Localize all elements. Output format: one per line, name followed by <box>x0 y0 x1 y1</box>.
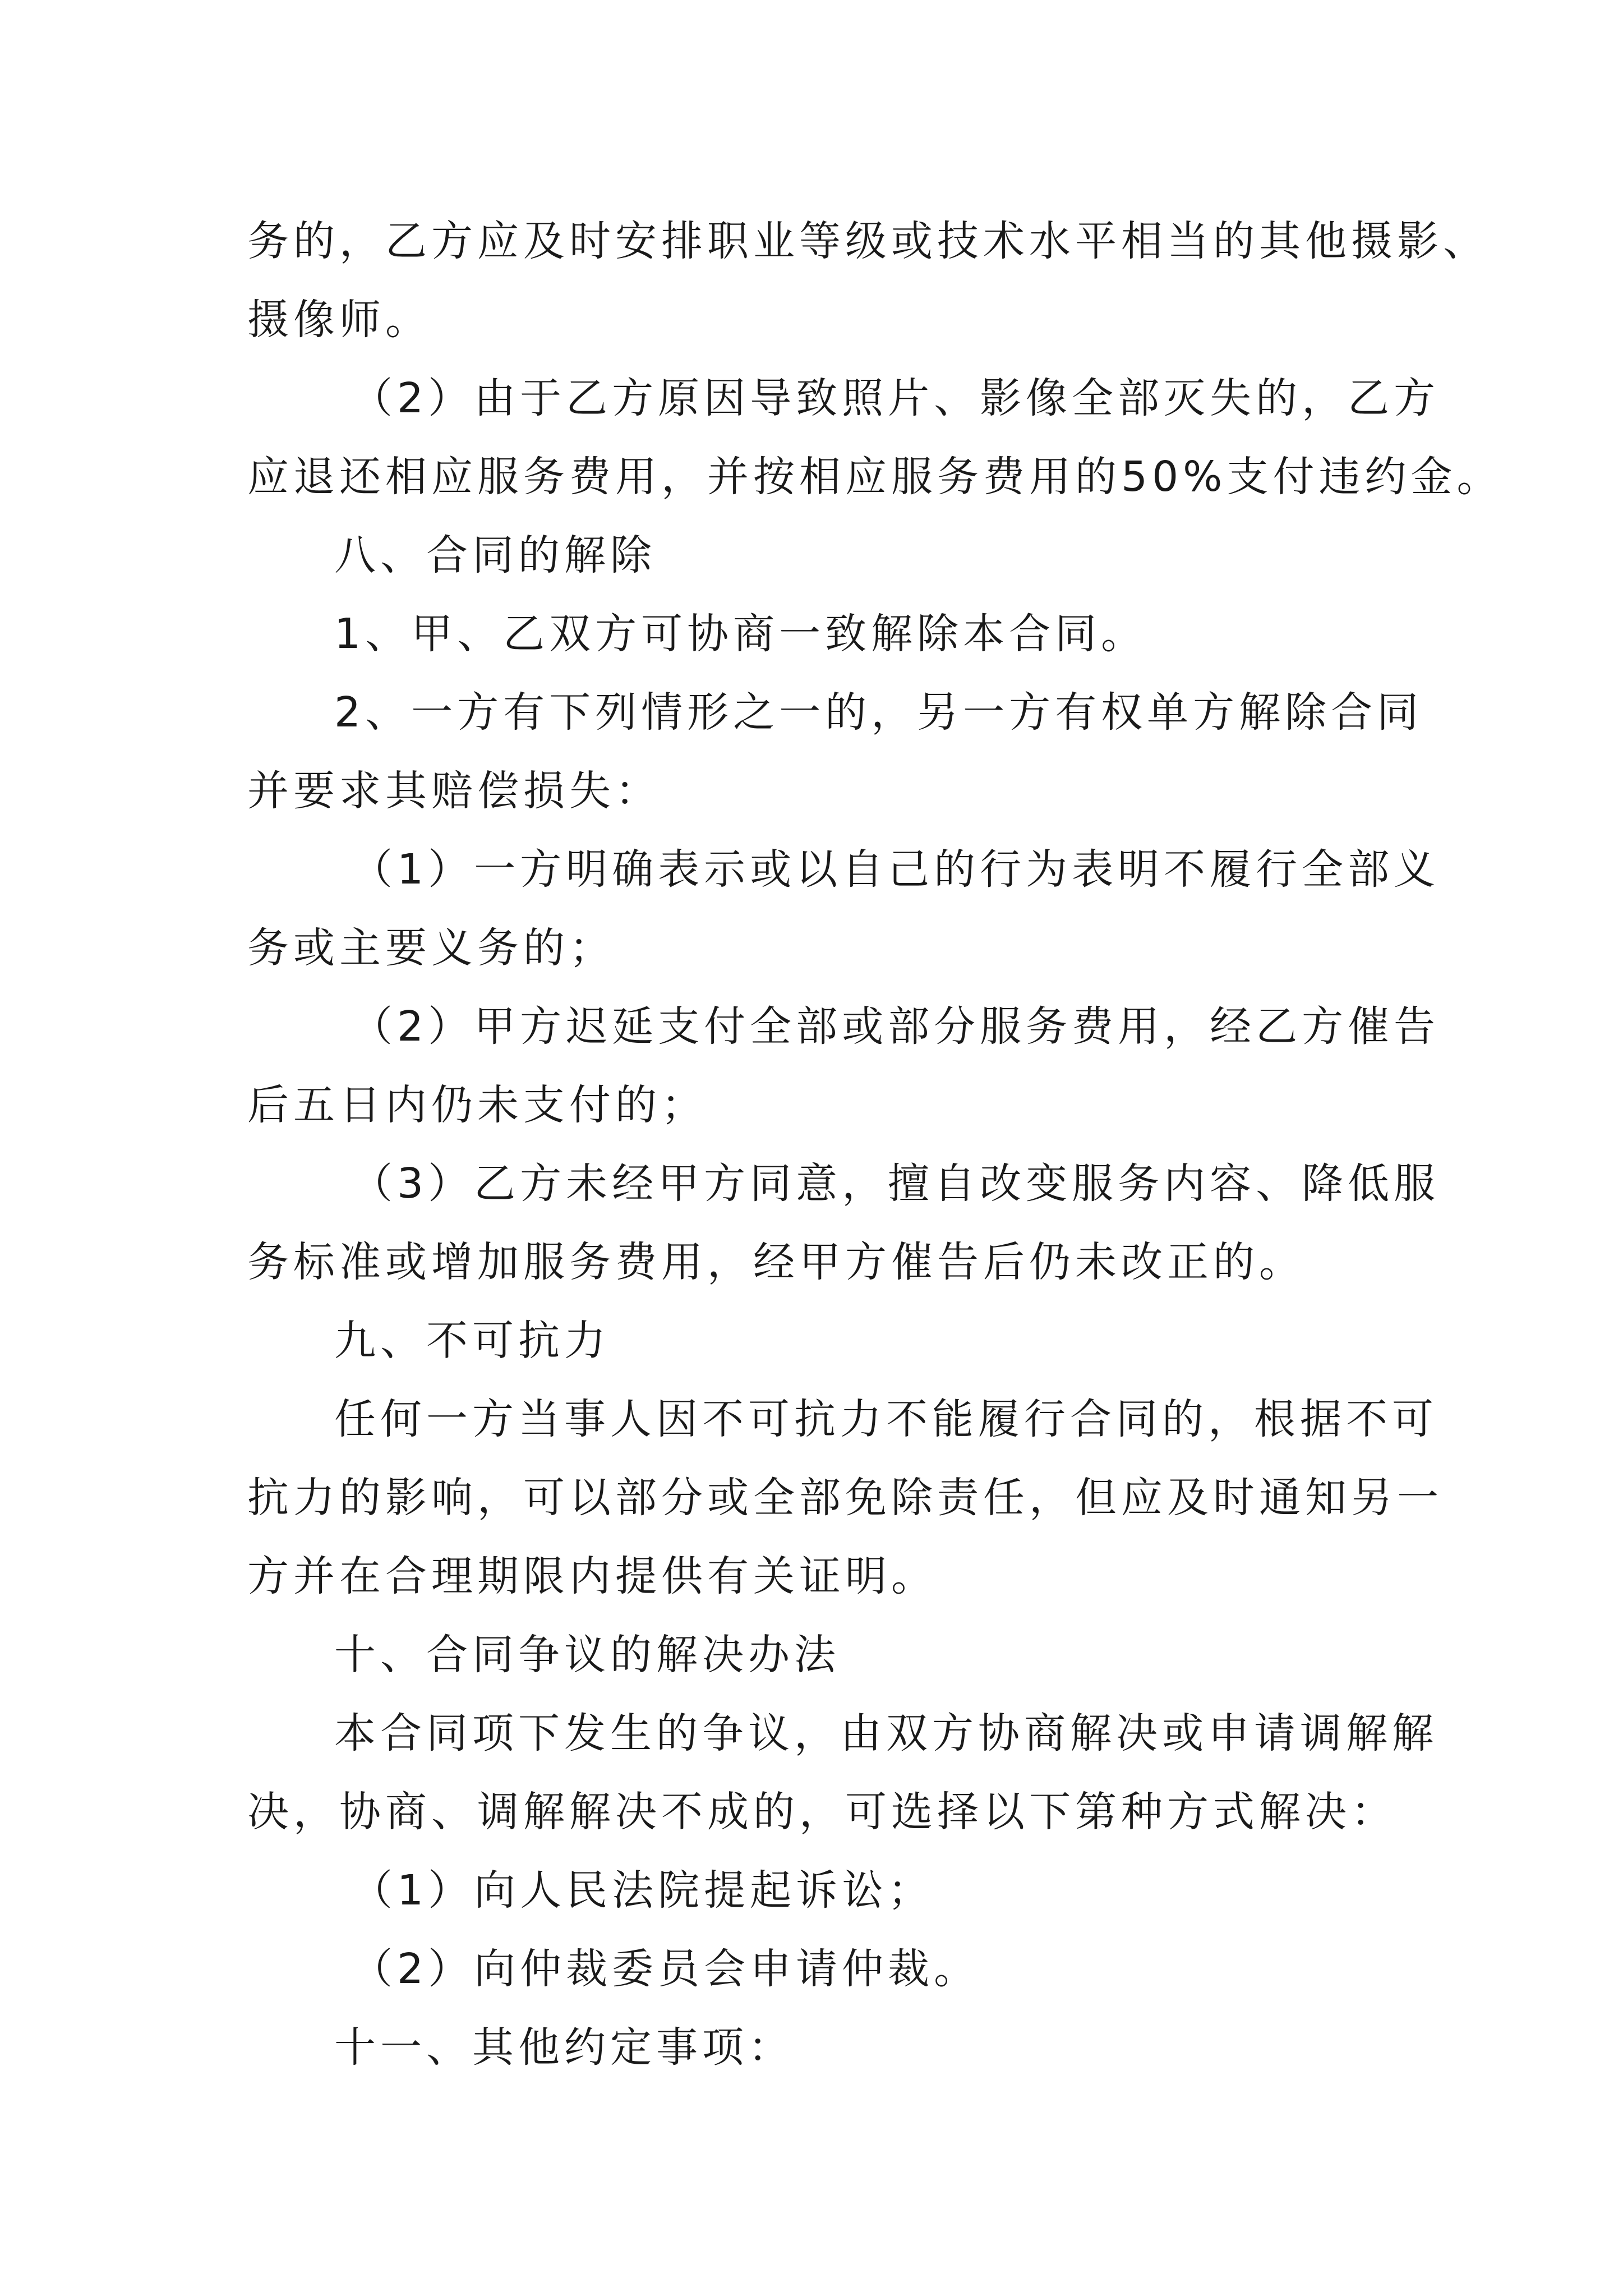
body-line: 本合同项下发生的争议，由双方协商解决或申请调解解 <box>334 1709 1438 1757</box>
body-line: 务的，乙方应及时安排职业等级或技术水平相当的其他摄影、 <box>247 217 1489 265</box>
body-line: 后五日内仍未支付的； <box>247 1081 707 1129</box>
body-line: 方并在合理期限内提供有关证明。 <box>247 1552 937 1600</box>
body-line: （2）由于乙方原因导致照片、影像全部灭失的，乙方 <box>351 374 1440 422</box>
body-line: 任何一方当事人因不可抗力不能履行合同的，根据不可 <box>334 1395 1438 1443</box>
body-line: 并要求其赔偿损失： <box>247 767 661 815</box>
body-line: 务标准或增加服务费用，经甲方催告后仍未改正的。 <box>247 1238 1305 1286</box>
body-line: 抗力的影响，可以部分或全部免除责任，但应及时通知另一 <box>247 1474 1443 1522</box>
body-line: （2）甲方迟延支付全部或部分服务费用，经乙方催告 <box>351 1002 1440 1051</box>
body-line: （1）向人民法院提起诉讼； <box>351 1866 934 1915</box>
section-heading-11: 十一、其他约定事项： <box>334 2023 794 2072</box>
body-line: 2、一方有下列情形之一的，另一方有权单方解除合同 <box>334 688 1423 737</box>
body-line: （3）乙方未经甲方同意，擅自改变服务内容、降低服 <box>351 1159 1440 1208</box>
body-line: 摄像师。 <box>247 296 431 344</box>
section-heading-9: 九、不可抗力 <box>334 1317 610 1365</box>
body-line: 1、甲、乙双方可协商一致解除本合同。 <box>334 610 1147 658</box>
section-heading-8: 八、合同的解除 <box>334 531 656 579</box>
body-line: 决，协商、调解解决不成的，可选择以下第种方式解决： <box>247 1788 1397 1836</box>
body-line: （2）向仲裁委员会申请仲裁。 <box>351 1945 980 1993</box>
body-line: 务或主要义务的； <box>247 924 615 972</box>
section-heading-10: 十、合同争议的解决办法 <box>334 1631 840 1679</box>
body-line: （1）一方明确表示或以自己的行为表明不履行全部义 <box>351 845 1440 894</box>
body-line: 应退还相应服务费用，并按相应服务费用的50%支付违约金。 <box>247 453 1503 501</box>
